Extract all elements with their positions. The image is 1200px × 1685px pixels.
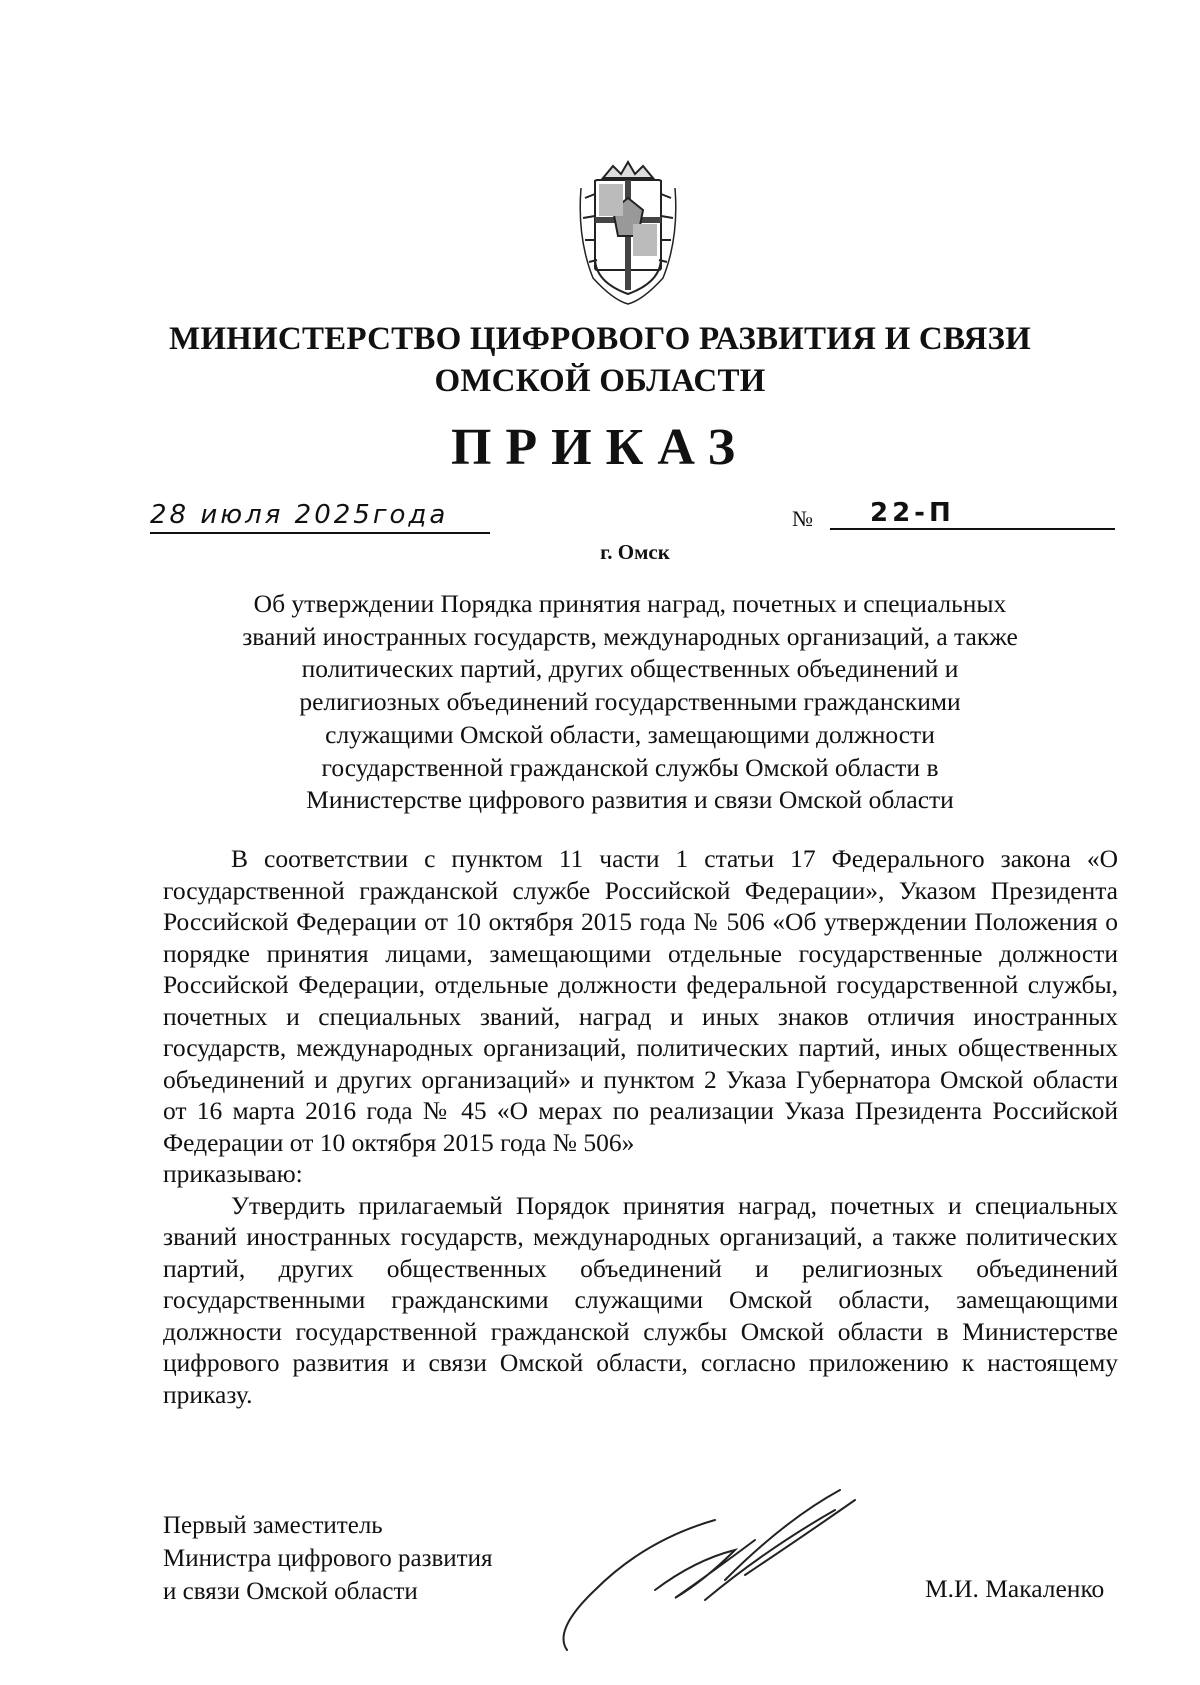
subject-line: служащими Омской области, замещающими должности <box>325 719 935 749</box>
signer-position <box>163 1509 492 1608</box>
subject-line: Министерстве цифрового развития и связи Омской области <box>306 785 954 815</box>
handwritten-signature <box>555 1480 915 1660</box>
subject-line: религиозных объединений государственными гражданскими <box>299 687 961 717</box>
order-body <box>163 843 1118 1410</box>
ministry-name <box>0 318 1200 402</box>
order-title: ПРИКАЗ <box>450 419 750 476</box>
order-number: 22-П <box>870 498 955 528</box>
ministry-name-line2: ОМСКОЙ ОБЛАСТИ <box>434 363 766 399</box>
body-paragraph-preamble: В соответствии с пунктом 11 части 1 статьи 17 Федерального закона «О государственной гражданской службе Российской Федерации», Указом Президента Российской Федерации от 10 октября 2015 года № 506 «Об утверждении Положения о порядке принятия лицами, замещающими отдельные государственные должности Российской Федерации, отдельные должности федеральной государственной службы, почетных и специальных званий, наград и иных знаков отличия иностранных государств, международных организаций, политических партий, иных общественных объединений и других организаций» и пунктом 2 Указа Губернатора Омской области от 16 марта 2016 года № 45 «О мерах по реализации Указа Президента Российской Федерации от 10 октября 2015 года № 506» <box>163 844 1118 1157</box>
signer-name: М.И. Макаленко <box>925 1574 1105 1603</box>
subject-line: государственной гражданской службы Омской области в <box>321 752 939 782</box>
order-subject <box>180 588 1080 817</box>
order-number-underline <box>830 528 1115 530</box>
subject-line: Об утверждении Порядка принятия наград, почетных и специальных <box>253 589 1007 618</box>
subject-line: политических партий, других общественных объединений и <box>301 654 959 684</box>
order-number-label: № <box>792 506 813 531</box>
signer-position-line: Министра цифрового развития <box>163 1545 493 1572</box>
order-date: 28 июля 2025года <box>150 500 490 534</box>
signer-position-line: Первый заместитель <box>163 1512 383 1539</box>
coat-of-arms-icon <box>573 158 683 306</box>
body-order-word: приказываю: <box>163 1159 303 1188</box>
body-paragraph-resolution: Утвердить прилагаемый Порядок принятия наград, почетных и специальных званий иностранных государств, международных организаций, а также политических партий, других общественных объединений и религиозных объединений государственными гражданскими служащими Омской области, замещающими должности государственной гражданской службы Омской области в Министерстве цифрового развития и связи Омской области, согласно приложению к настоящему приказу. <box>163 1190 1118 1409</box>
order-city: г. Омск <box>600 540 670 564</box>
subject-line: званий иностранных государств, международных организаций, а также <box>242 621 1018 651</box>
ministry-name-line1: МИНИСТЕРСТВО ЦИФРОВОГО РАЗВИТИЯ И СВЯЗИ <box>168 321 1032 357</box>
signer-position-line: и связи Омской области <box>163 1578 418 1605</box>
